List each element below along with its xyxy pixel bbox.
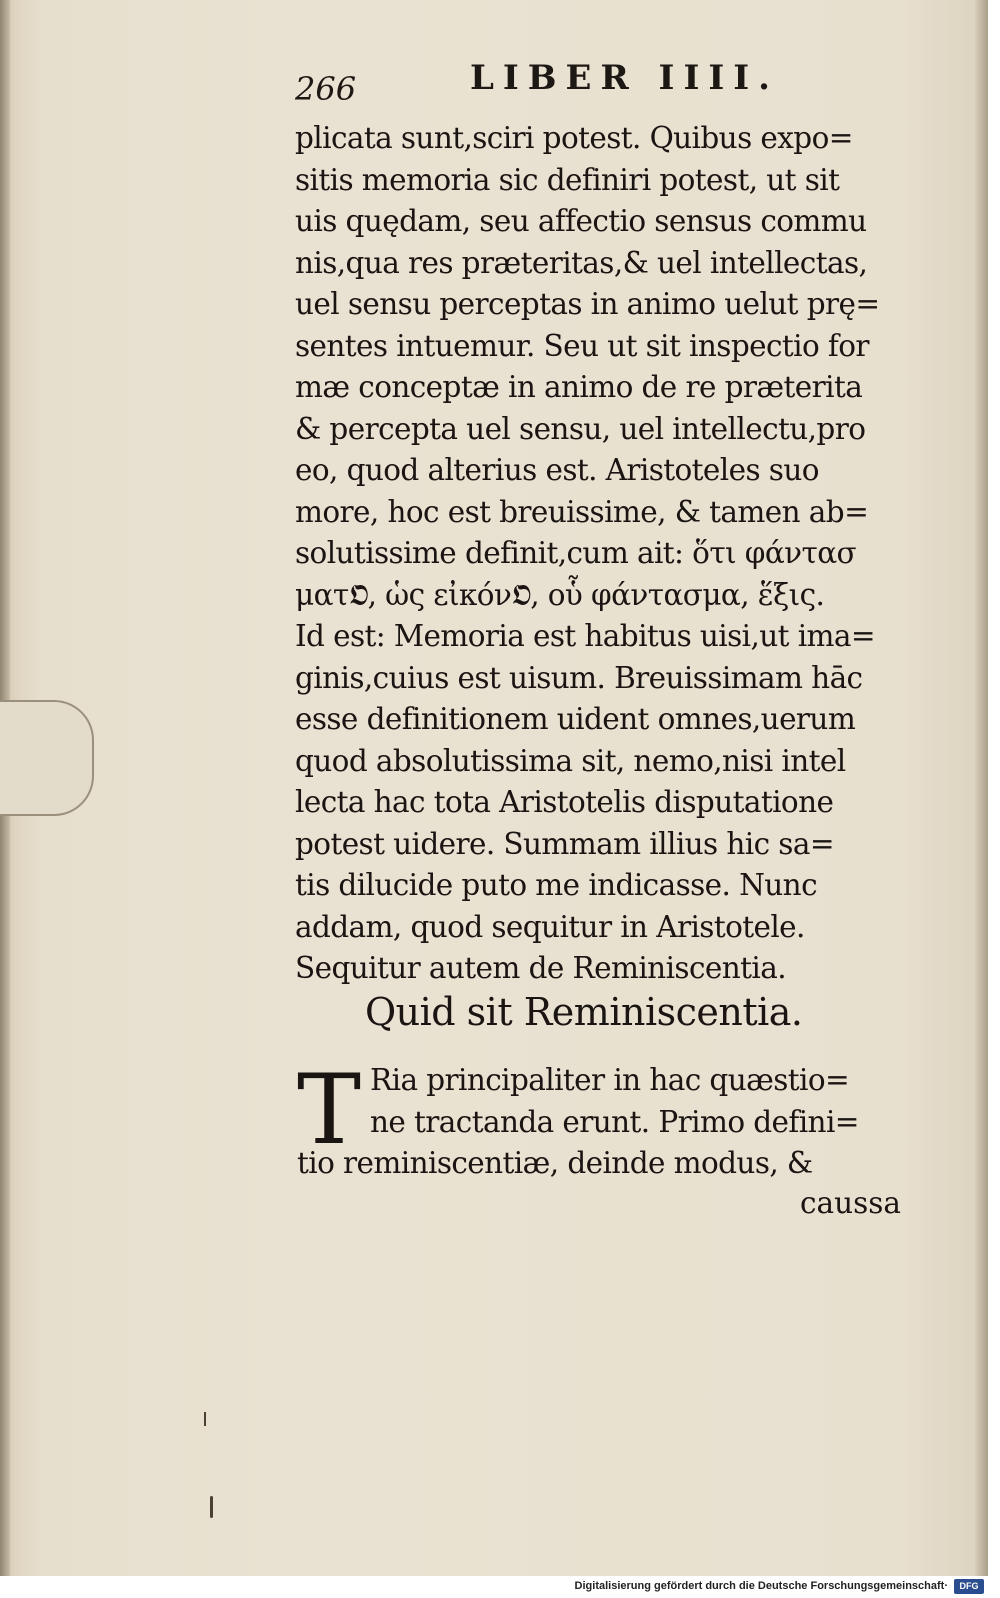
text-line: Sequitur autem de Reminiscentia. <box>295 951 786 985</box>
text-line: Ria principaliter in hac quæstio= <box>370 1063 850 1097</box>
text-line: sitis memoria sic definiri potest, ut sit <box>295 162 840 197</box>
text-line: nis,qua res præteritas,& uel intellectas, <box>295 245 868 280</box>
text-line: ne tractanda erunt. Primo defini= <box>370 1104 859 1139</box>
text-line: uel sensu perceptas in animo uelut prę= <box>295 287 880 321</box>
drop-cap: T <box>297 1054 362 1166</box>
text-line: eo, quod alterius est. Aristoteles suo <box>295 453 819 487</box>
text-line: addam, quod sequitur in Aristotele. <box>295 909 805 944</box>
greek-text-line: ματ𝕺, ὡς εἰκόν𝕺, οὗ φάντασμα, ἕξις. <box>295 577 825 612</box>
text-line: esse definitionem uident omnes,uerum <box>295 702 856 736</box>
section-heading: Quid sit Reminiscentia. <box>365 990 803 1034</box>
text-line: sentes intuemur. Seu ut sit inspectio for <box>295 328 869 363</box>
page-number: 266 <box>295 70 357 108</box>
ink-mark <box>210 1496 213 1518</box>
text-line: tis dilucide puto me indicasse. Nunc <box>295 868 818 902</box>
text-line: more, hoc est breuissime, & tamen ab= <box>295 494 869 529</box>
text-line: Id est: Memoria est habitus uisi,ut ima= <box>295 619 876 653</box>
dfg-logo: DFG <box>954 1579 984 1594</box>
catchword: caussa <box>800 1186 901 1220</box>
main-text <box>295 118 900 990</box>
running-head <box>295 56 815 106</box>
page-edge <box>975 0 988 1576</box>
text-line: & percepta uel sensu, uel intellectu,pro <box>295 411 866 446</box>
paragraph-full <box>297 1143 900 1185</box>
text-line: tio reminiscentiæ, deinde modus, & <box>297 1146 813 1180</box>
ink-mark <box>204 1412 206 1426</box>
footer-bar <box>0 1576 1000 1598</box>
text-line: mæ conceptæ in animo de re præterita <box>295 370 863 404</box>
bookmark-tab <box>0 700 94 816</box>
text-line: quod absolutissima sit, nemo,nisi intel <box>295 743 846 778</box>
paragraph-indented <box>370 1060 900 1143</box>
text-line: ginis,cuius est uisum. Breuissimam hāc <box>295 660 863 695</box>
funding-credit: Digitalisierung gefördert durch die Deutsche Forschungsgemeinschaft· <box>574 1580 948 1592</box>
text-line: lecta hac tota Aristotelis disputatione <box>295 785 834 819</box>
text-line: uis quędam, seu affectio sensus commu <box>295 204 867 238</box>
text-line: plicata sunt,sciri potest. Quibus expo= <box>295 121 853 155</box>
text-line: solutissime definit,cum ait: ὅτι φάντασ <box>295 536 857 570</box>
running-title: LIBER IIII. <box>470 58 780 98</box>
text-line: potest uidere. Summam illius hic sa= <box>295 826 834 861</box>
